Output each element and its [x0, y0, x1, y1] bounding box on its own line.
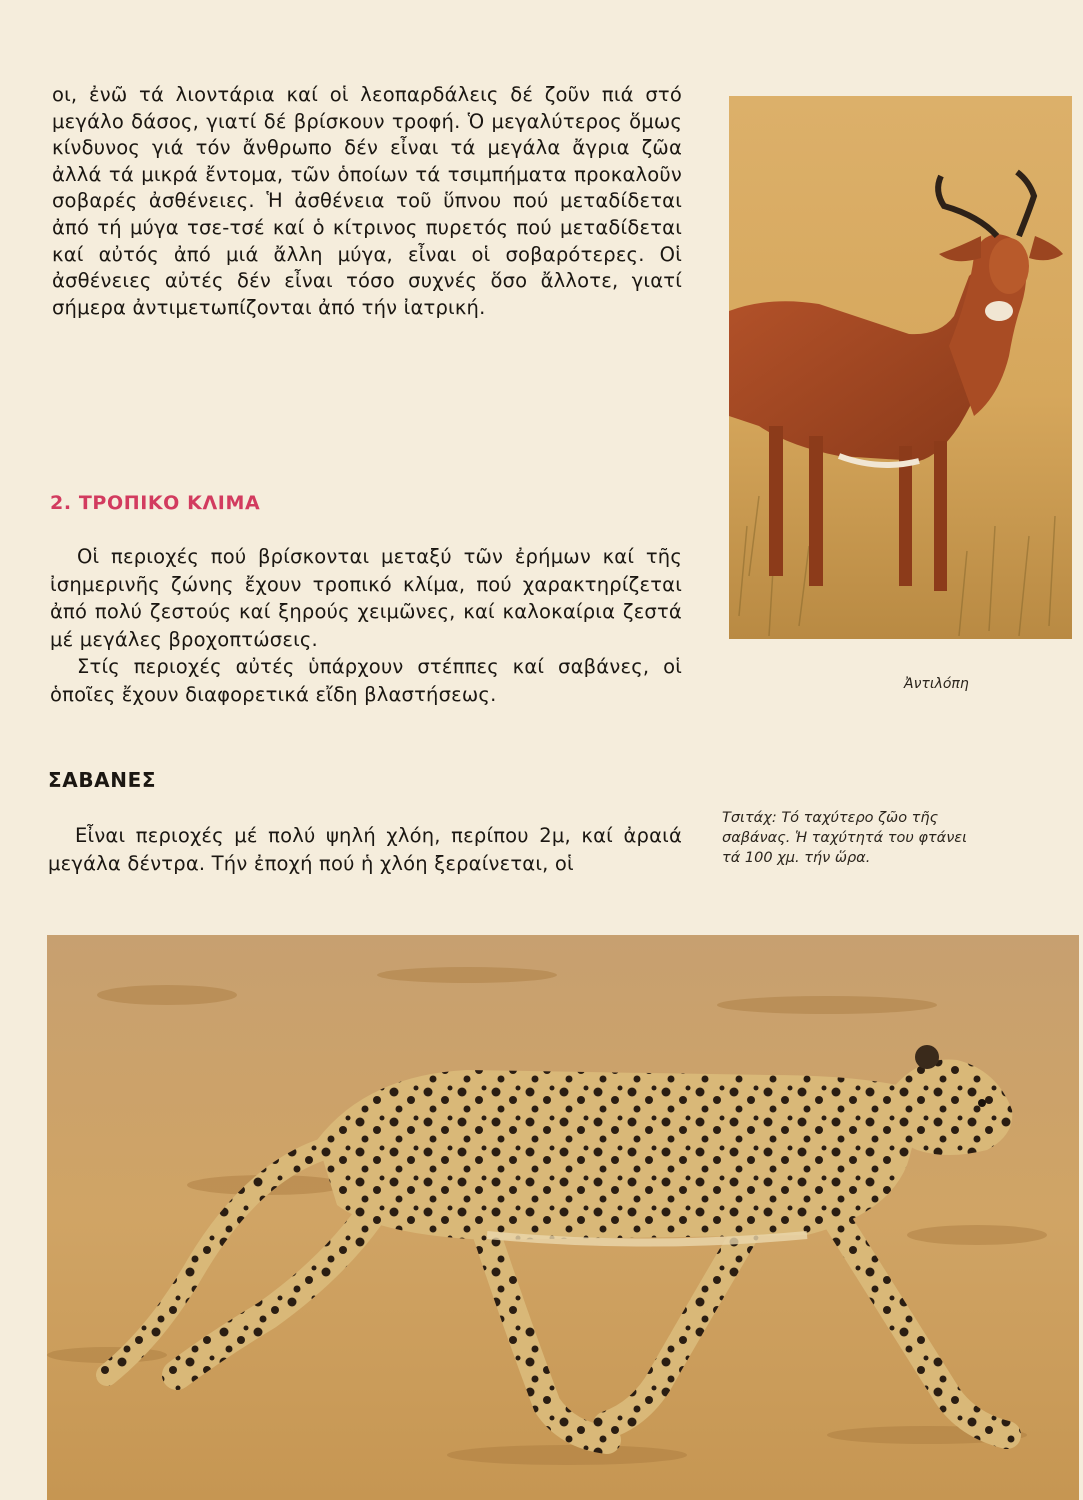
section-heading-tropical-climate: 2. ΤΡΟΠΙΚΟ ΚΛΙΜΑ — [50, 492, 261, 514]
antelope-caption: Ἀντιλόπη — [904, 676, 969, 692]
cheetah-photo — [47, 935, 1079, 1500]
intro-paragraph: οι, ἐνῶ τά λιοντάρια καί οἱ λεοπαρδάλεις δέ ζοῦν πιά στό μεγάλο δάσος, γιατί δέ βρίσκουν τροφή. Ὁ μεγαλύτερος ὅμως κίνδυνος γιά τόν ἄνθρωπο δέν εἶναι τά μεγάλα ἄγρια ζῶα ἀλλά τά μικρά ἔντομα, τῶν ὁποίων τά τσιμπήματα προκαλοῦν σοβαρές ἀσθένειες. Ἡ ἀσθένεια τοῦ ὕπνου πού μεταδίδεται ἀπό τή μύγα τσε-τσέ καί ὁ κίτρινος πυρετός πού μεταδίδεται καί αὐτός ἀπό μιά ἄλλη μύγα, εἶναι οἱ σοβαρότερες. Οἱ ἀσθένειες αὐτές δέν εἶναι τόσο συχνές ὅσο ἄλλοτε, γιατί σήμερα ἀντιμετωπίζονται ἀπό τήν ἰατρική. — [52, 83, 682, 319]
subheading-savannas: ΣΑΒΑΝΕΣ — [48, 768, 157, 792]
antelope-illustration — [729, 96, 1072, 639]
tropical-climate-text — [50, 543, 682, 708]
cheetah-caption: Τσιτάχ: Τό ταχύτερο ζῶο τῆς σαβάνας. Ἡ ταχύτητά του φτάνει τά 100 χμ. τήν ὥρα. — [722, 810, 968, 866]
steppes-savannas-paragraph: Στίς περιοχές αὐτές ὑπάρχουν στέππες καί σαβάνες, οἱ ὁποῖες ἔχουν διαφορετικά εἴδη βλαστήσεως. — [50, 655, 682, 706]
antelope-photo — [729, 96, 1072, 639]
tropical-climate-paragraph: Οἱ περιοχές πού βρίσκονται μεταξύ τῶν ἐρήμων καί τῆς ἰσημερινῆς ζώνης ἔχουν τροπικό κλίμα, πού χαρακτηρίζεται ἀπό πολύ ζεστούς καί ξηρούς χειμῶνες, καί καλοκαίρια ζεστά μέ μεγάλες βροχοπτώσεις. — [50, 545, 682, 651]
savanna-paragraph: Εἶναι περιοχές μέ πολύ ψηλή χλόη, περίπου 2μ, καί ἀραιά μεγάλα δέντρα. Τήν ἐποχή πού ἡ χλόη ξεραίνεται, οἱ — [48, 824, 682, 875]
cheetah-illustration — [47, 935, 1079, 1500]
